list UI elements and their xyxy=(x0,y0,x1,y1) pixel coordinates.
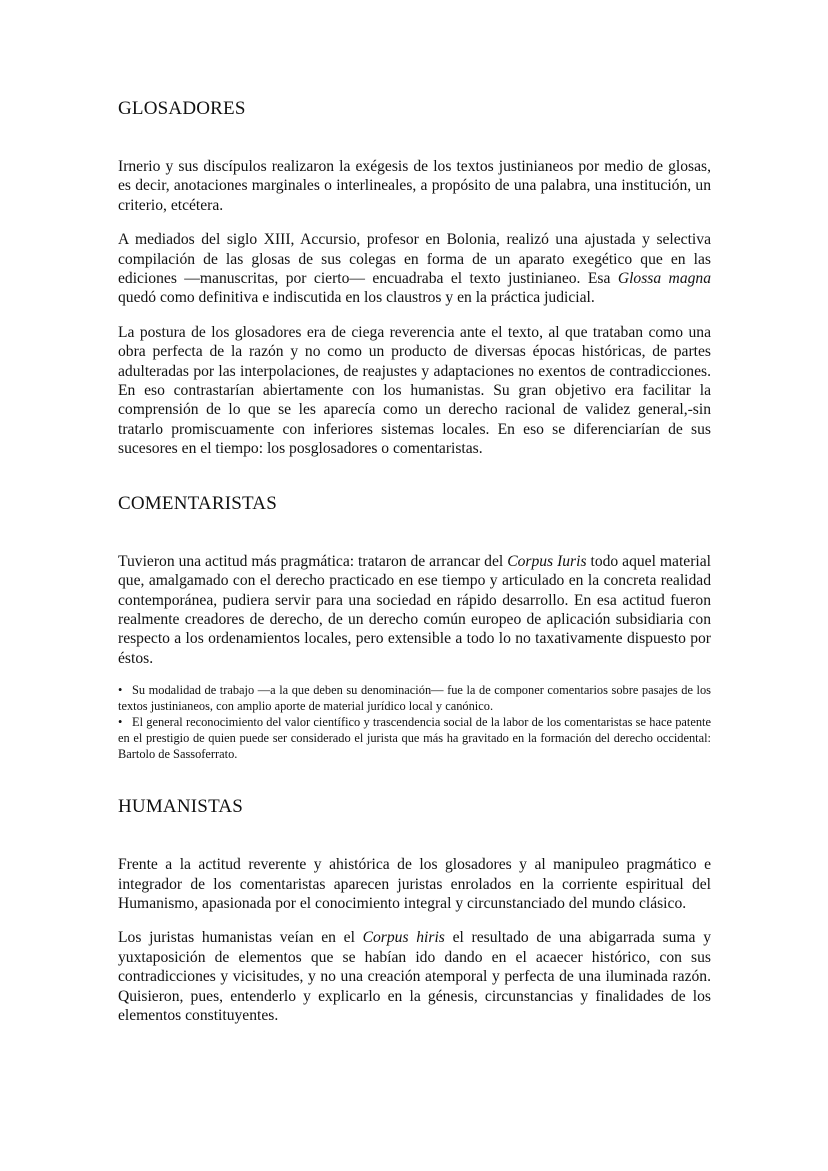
bullet-icon: • xyxy=(118,715,123,730)
paragraph: Los juristas humanistas veían en el Corpus hiris el resultado de una abigarrada suma y yuxtaposición de elementos que se habían ido dando en el acaecer histórico, con sus contradicciones y vicisitudes, y no una creación atemporal y perfecta de una iluminada razón. Quisieron, pues, entenderlo y explicarlo en la génesis, circunstancias y finalidades de los elementos constituyentes. xyxy=(118,929,711,1024)
italic-term: Glossa magna xyxy=(617,270,712,288)
paragraph: A mediados del siglo XIII, Accursio, profesor en Bolonia, realizó una ajustada y selectiva compilación de las glosas de sus colegas en forma de un aparato exegético que en las ediciones —manuscritas, por cierto— encuadraba el texto justinianeo. Esa Glossa magna quedó como definitiva e indiscutida en los claustros y en la práctica judicial. xyxy=(118,231,712,307)
paragraph: La postura de los glosadores era de ciega reverencia ante el texto, al que trataban como una obra perfecta de la razón y no como un producto de diversas épocas históricas, de partes adulteradas por las interpolaciones, de reajustes y adaptaciones no exentos de contradicciones. En eso contrastarían abiertamente con los humanistas. Su gran objetivo era facilitar la comprensión de lo que se les aparecía como un derecho racional de validez general,-sin tratarlo promiscuamente con inferiores sistemas locales. En eso se diferenciarían de sus sucesores en el tiempo: los posglosadores o comentaristas. xyxy=(118,323,711,458)
italic-term: Corpus Iuris xyxy=(507,552,587,570)
document-page xyxy=(118,96,711,1025)
section-heading: COMENTARISTAS xyxy=(118,492,277,514)
paragraph: Frente a la actitud reverente y ahistórica de los glosadores y al manipuleo pragmático e integrador de los comentaristas aparecen juristas enrolados en la corriente espiritual del Humanismo, apasionada por el conocimiento integral y circunstanciado del mundo clásico. xyxy=(118,856,711,912)
section-heading: GLOSADORES xyxy=(118,98,246,119)
section-comentaristas xyxy=(118,491,711,762)
bullet-icon: • xyxy=(118,683,123,698)
paragraph: Tuvieron una actitud más pragmática: trataron de arrancar del Corpus Iuris todo aquel material que, amalgamado con el derecho practicado en ese tiempo y articulado en la concreta realidad contemporánea, pudiera servir para una sociedad en rápido desarrollo. En esa actitud fueron realmente creadores de derecho, de un derecho común europeo de aplicación subsidiaria con respecto a los ordenamientos locales, pero extensible a todo lo no taxativamente dispuesto por éstos. xyxy=(118,552,711,667)
section-glosadores xyxy=(118,96,711,459)
section-humanistas xyxy=(118,794,711,1025)
italic-term: Corpus hiris xyxy=(362,929,445,947)
list-item: • Su modalidad de trabajo —a la que deben su denominación— fue la de componer comentarios sobre pasajes de los textos justinianeos, con amplio aporte de material jurídico local y canónico. xyxy=(118,683,711,714)
section-heading: HUMANISTAS xyxy=(118,796,244,818)
bullet-list xyxy=(118,682,711,762)
list-item: • El general reconocimiento del valor científico y trascendencia social de la labor de los comentaristas se hace patente en el prestigio de quien puede ser considerado el jurista que más ha gravitado en la formación del derecho occidental: Bartolo de Sassoferrato. xyxy=(118,715,711,762)
paragraph: Irnerio y sus discípulos realizaron la exégesis de los textos justinianeos por medio de glosas, es decir, anotaciones marginales o interlineales, a propósito de una palabra, una institución, un criterio, etcétera. xyxy=(118,158,711,214)
